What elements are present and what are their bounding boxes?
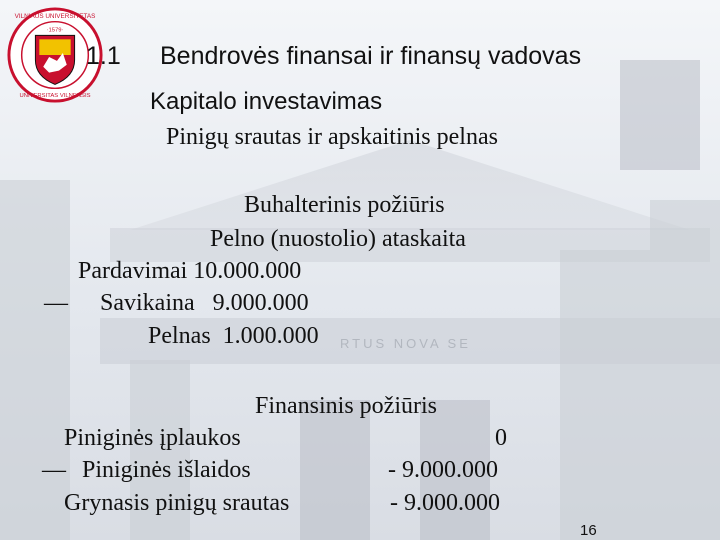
financial-row-value: 0 <box>495 425 507 451</box>
section-number: 1.1 <box>86 42 121 70</box>
financial-row-label: Piniginės įplaukos <box>64 425 241 451</box>
slide-subtitle-2: Pinigų srautas ir apskaitinis pelnas <box>166 124 498 150</box>
financial-view-title: Finansinis požiūris <box>255 393 438 419</box>
building-background: RTUS NOVA SE <box>0 0 720 540</box>
svg-text:VILNIAUS UNIVERSITETAS: VILNIAUS UNIVERSITETAS <box>14 12 96 20</box>
accounting-view-subtitle: Pelno (nuostolio) ataskaita <box>210 226 466 252</box>
financial-row-label: Piniginės išlaidos <box>82 457 251 483</box>
financial-row-value: - 9.000.000 <box>390 490 500 516</box>
slide-subtitle: Kapitalo investavimas <box>150 88 383 115</box>
accounting-row: Pelnas 1.000.000 <box>148 323 319 349</box>
accounting-row: Pardavimai 10.000.000 <box>78 258 302 284</box>
accounting-view-title: Buhalterinis požiūris <box>244 192 445 218</box>
slide-title: Bendrovės finansai ir finansų vadovas <box>160 42 582 70</box>
accounting-row: Savikaina 9.000.000 <box>100 290 309 316</box>
svg-text:·1579·: ·1579· <box>46 27 64 34</box>
financial-row-value: - 9.000.000 <box>388 457 498 483</box>
minus-dash: — <box>44 290 68 316</box>
minus-dash: — <box>42 457 66 483</box>
financial-row-label: Grynasis pinigų srautas <box>64 490 290 516</box>
svg-text:UNIVERSITAS VILNENSIS: UNIVERSITAS VILNENSIS <box>19 93 91 100</box>
page-number: 16 <box>580 522 597 539</box>
